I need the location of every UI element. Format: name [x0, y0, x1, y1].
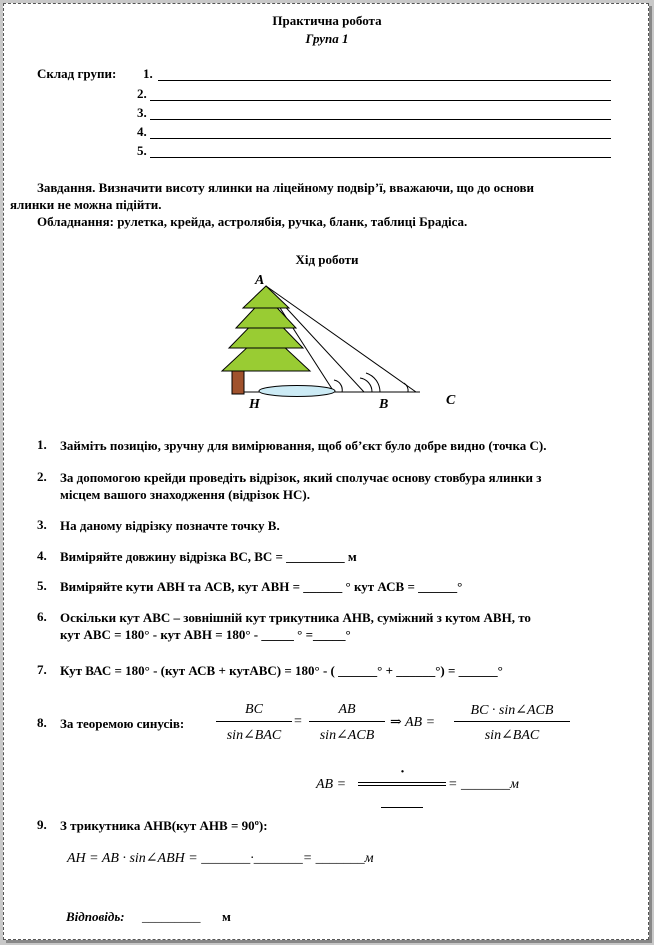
- sine-fraction-1-denominator: sin∠BAC: [226, 728, 282, 743]
- point-label-a: A: [255, 273, 265, 288]
- ab-result-dot: ·: [400, 764, 406, 780]
- step-number-3: 3.: [37, 517, 47, 532]
- answer-blank[interactable]: _________: [142, 909, 201, 924]
- implies-ab-equals: ⇒ AB =: [390, 715, 436, 730]
- equipment-text: рулетка, крейда, астролябія, ручка, бланк, таблиці Брадіса.: [117, 214, 468, 229]
- worksheet: [3, 3, 649, 940]
- sine-fraction-2-numerator: AB: [338, 702, 356, 717]
- member-number-1: 1.: [143, 66, 153, 81]
- ab-fraction-bar: [454, 721, 570, 722]
- ah-formula[interactable]: AH = AB · sin∠ABH = _______·_______= _______м: [67, 851, 374, 866]
- point-label-h: H: [249, 397, 260, 412]
- group-label: Склад групи:: [37, 66, 117, 81]
- member-number-3: 3.: [137, 105, 147, 120]
- step-3-text: На даному відрізку позначте точку В.: [60, 518, 280, 533]
- member-line-3[interactable]: [150, 119, 611, 120]
- tree-figure: [4, 266, 650, 416]
- page-subtitle: Група 1: [305, 31, 349, 46]
- page-title: Практична робота: [272, 13, 382, 28]
- task-paragraph: [37, 179, 643, 196]
- equals-sign: =: [294, 714, 302, 729]
- member-number-5: 5.: [137, 143, 147, 158]
- equipment-paragraph: [37, 213, 467, 230]
- step-number-5: 5.: [37, 578, 47, 593]
- sine-fraction-2-bar: [309, 721, 385, 722]
- step-5-text: Виміряйте кути АВН та АСВ, кут АВН = ______ ° кут АСВ = ______°: [60, 579, 463, 594]
- step-6-text-2: кут АВС = 180° - кут АВН = 180° - _____ ° =_____°: [60, 627, 351, 642]
- step-number-1: 1.: [37, 437, 47, 452]
- step-number-6: 6.: [37, 609, 47, 624]
- step-1-text: Займіть позицію, зручну для вимірювання, щоб об’єкт було добре видно (точка C).: [60, 438, 547, 453]
- ab-fraction-denominator: sin∠BAC: [484, 728, 540, 743]
- procedure-title: Хід роботи: [295, 252, 359, 267]
- ab-result-bar-1: [358, 782, 446, 783]
- step-2-text-2: місцем вашого знаходження (відрізок НС).: [60, 487, 310, 502]
- member-line-1[interactable]: [158, 80, 611, 81]
- step-number-8: 8.: [37, 715, 47, 730]
- member-number-4: 4.: [137, 124, 147, 139]
- ab-result-bar-2: [358, 785, 446, 786]
- member-line-2[interactable]: [150, 100, 611, 101]
- ab-result-denominator-blank[interactable]: [381, 807, 423, 808]
- task-label: Завдання.: [37, 180, 96, 195]
- member-line-4[interactable]: [150, 138, 611, 139]
- sine-fraction-2-denominator: sin∠ACB: [319, 728, 375, 743]
- member-line-5[interactable]: [150, 157, 611, 158]
- point-label-b: B: [379, 397, 389, 412]
- step-number-2: 2.: [37, 469, 47, 484]
- step-9-text: З трикутника АНВ(кут АНВ = 90º):: [60, 818, 268, 833]
- member-number-2: 2.: [137, 86, 147, 101]
- step-number-4: 4.: [37, 548, 47, 563]
- step-number-7: 7.: [37, 662, 47, 677]
- ab-result-value[interactable]: = _______м: [448, 777, 519, 792]
- point-label-c: C: [446, 393, 456, 408]
- equipment-label: Обладнання:: [37, 214, 114, 229]
- answer-unit: м: [222, 909, 231, 924]
- step-4-text: Виміряйте довжину відрізка ВС, ВС = _________ м: [60, 549, 357, 564]
- step-number-9: 9.: [37, 817, 47, 832]
- answer-label: Відповідь:: [66, 909, 125, 924]
- sine-fraction-1-numerator: BC: [245, 702, 263, 717]
- ab-result-label: AB =: [316, 777, 347, 792]
- ab-fraction-numerator: BC · sin∠ACB: [470, 703, 554, 718]
- task-text-2: ялинки не можна підійти.: [10, 197, 162, 212]
- step-7-text: Кут ВАС = 180° - (кут АСВ + кутАВС) = 180° - ( ______° + ______°) = ______°: [60, 663, 503, 678]
- sine-fraction-1-bar: [216, 721, 292, 722]
- step-8-text: За теоремою синусів:: [60, 716, 185, 731]
- step-6-text-1: Оскільки кут АВС – зовнішній кут трикутника АНВ, суміжний з кутом АВН, то: [60, 610, 531, 625]
- step-2-text-1: За допомогою крейди проведіть відрізок, який сполучає основу стовбура ялинки з: [60, 470, 542, 485]
- task-text-1: Визначити висоту ялинки на ліцейному подвір’ї, вважаючи, що до основи: [98, 180, 535, 195]
